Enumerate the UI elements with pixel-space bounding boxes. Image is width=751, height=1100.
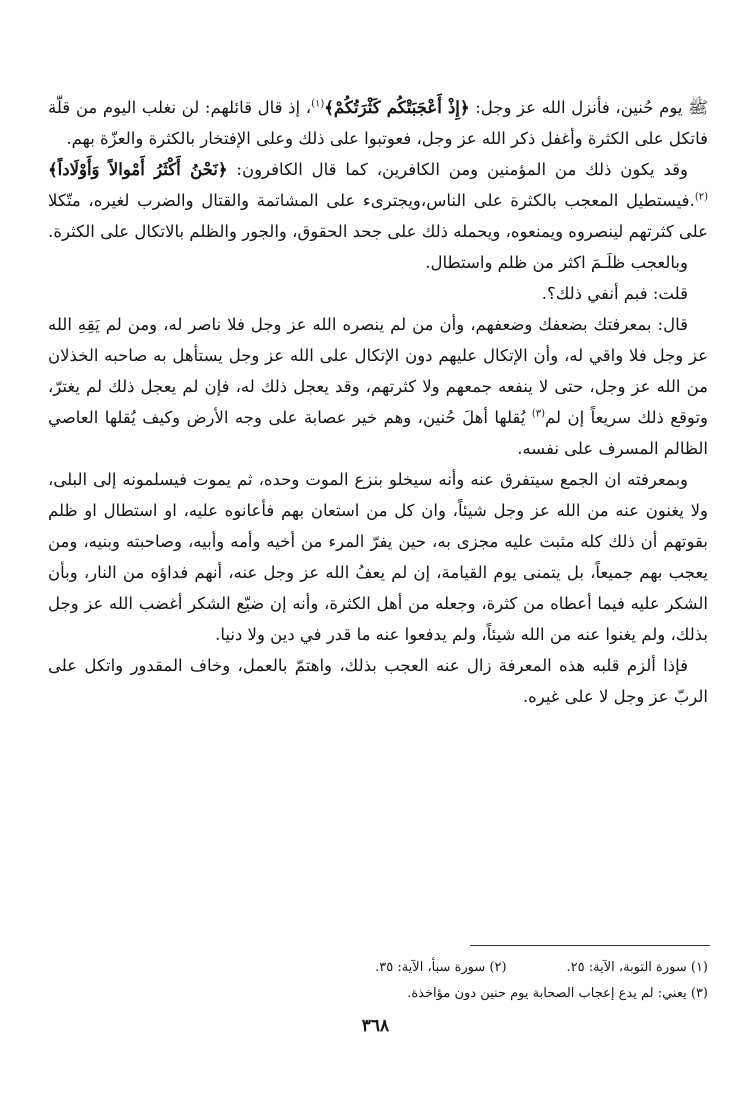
paragraph-text: وقد يكون ذلك من المؤمنين ومن الكافرين، كما قال الكافرون: bbox=[227, 160, 688, 179]
paragraph-text: ﷺ يوم حُنين، فأنزل الله عز وجل: bbox=[469, 98, 708, 117]
quran-verse: ﴿نَحْنُ أَكْثَرُ أَمْوالاً وَأَوْلَاداً﴾ bbox=[48, 160, 228, 179]
paragraph-text: يُقلها أهلَ حُنين، وهم خير عصابة على وجه الأرض وكيف يُقلها العاصي الظالم المسرف على نفسه. bbox=[48, 408, 708, 458]
paragraph-text: قلت: فبم أنفي ذلك؟. bbox=[541, 284, 688, 303]
footnote-3: (٣) يعني: لم يدع إعجاب الصحابة يوم حنين دون مؤاخذة. bbox=[407, 986, 708, 1001]
page-number: ٣٦٨ bbox=[361, 1016, 390, 1036]
footnote-2: (٢) سورة سبأ، الآية: ٣٥. bbox=[375, 960, 507, 975]
footnote-marker: (٢) bbox=[694, 191, 708, 203]
paragraph-7 bbox=[48, 650, 708, 712]
paragraph-text: وبمعرفته ان الجمع سيتفرق عنه وأنه سيخلو بنزع الموت وحده، ثم يموت فيسلمونه إلى البلى، ولا يغنون عنه من الله عز وجل شيئاً، وان كل من استعان بهم فأعانوه عليه، او استطال او ظلم بقوتهم أن ذلك كله مثبت عليه مجزى به، حين يفرّ المرء من أخيه وأمه وأبيه، وصاحبته وبنيه، ومن يعجب بهم جميعاً، بل يتمنى يوم القيامة، إن لم يعفُ الله عز وجل عنه، أنهم فداؤه من النار، وبأن الشكر عليه فيما أعطاه من كثرة، وجعله من أهل الكثرة، وأنه إن ضيّع الشكر أغضب الله عز وجل بذلك، ولم يغنوا عنه من الله شيئاً، ولم يدفعوا عنه ما قدر في دين ولا دنيا. bbox=[48, 470, 708, 644]
quran-verse: ﴿إِذْ أَعْجَبَتْكُم كَثْرَتُكُمْ﴾ bbox=[324, 98, 470, 117]
footnote-divider bbox=[470, 945, 710, 946]
paragraph-text: وبالعجب ظلَـمَ اكثر من ظلم واستطال. bbox=[425, 253, 688, 272]
paragraph-text: فإذا ألزم قلبه هذه المعرفة زال عنه العجب بذلك، واهتمّ بالعمل، وخاف المقدور واتكل على الربّ عز وجل لا على غيره. bbox=[48, 656, 708, 706]
footnote-row bbox=[60, 955, 708, 981]
paragraph-4 bbox=[48, 278, 708, 309]
paragraph-3 bbox=[48, 247, 708, 278]
footnotes bbox=[60, 955, 708, 1007]
footnote-1: (١) سورة التوبة، الآية: ٢٥. bbox=[566, 960, 708, 975]
paragraph-6 bbox=[48, 464, 708, 650]
paragraph-text: .فيستطيل المعجب بالكثرة على الناس،ويجترىء على المشاتمة والقتال والضرب لغيره، متّكلا على كثرتهم لينصروه ويمنعوه، ويحمله ذلك على جحد الحقوق، والجور والظلم بالاتكال على الكثرة. bbox=[48, 191, 708, 241]
footnote-marker: (١) bbox=[311, 98, 325, 110]
paragraph-text: قال: بمعرفتك بضعفك وضعفهم، وأن من لم ينصره الله عز وجل فلا ناصر له، ومن لم يَقِهِ الله عز وجل فلا واقي له، وأن الإتكال عليهم دون الإتكال على الله عز وجل يستأهل به صاحبه الخذلان من الله عز وجل، حتى لا ينفعه جمعهم ولا كثرتهم، وقد يعجل ذلك له، فإن لم يعجل ذلك لم يغترّ، وتوقع ذلك سريعاً إن لم bbox=[48, 315, 709, 427]
paragraph-1 bbox=[48, 92, 708, 154]
paragraph-2 bbox=[48, 154, 708, 247]
body-text bbox=[48, 92, 708, 712]
paragraph-5 bbox=[48, 309, 708, 464]
footnote-marker: (٣) bbox=[531, 408, 546, 420]
paragraph-text: ، إذ قال قائلهم: لن نغلب اليوم من قلّة فاتكل على الكثرة وأغفل ذكر الله عز وجل، فعوتبوا على ذلك وعلى الإفتخار بالكثرة والعزّة بهم. bbox=[48, 98, 708, 148]
